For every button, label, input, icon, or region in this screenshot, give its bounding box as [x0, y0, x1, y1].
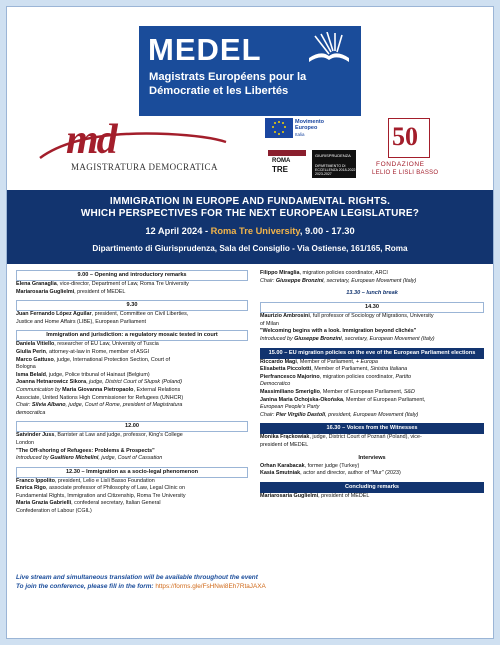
program-line: Satvinder Juss, Barrister at Law and judge, professor, King's College	[16, 432, 183, 439]
banner-title-line1: IMMIGRATION IN EUROPE AND FUNDAMENTAL RIGHTS.	[109, 196, 391, 207]
section-header: 9.00 – Opening and introductory remarks	[16, 270, 248, 281]
roma-tre-line1: ROMA	[272, 158, 291, 164]
program-section	[260, 289, 484, 298]
program-line: Associate, United Nations High Commissioner for Refugees (UNHCR)	[16, 394, 184, 401]
dept-logo	[312, 150, 356, 178]
program-line: Riccardo Magi, Member of Parliament, + Europa	[260, 358, 378, 365]
program	[16, 270, 484, 572]
dept-line2: DIPARTIMENTO DI ECCELLENZA 2018-2022 2023-2027	[315, 164, 356, 176]
medel-logo	[139, 26, 361, 116]
program-line: Introduced by Giuseppe Bronzini, secretary, European Movement (Italy)	[260, 335, 435, 342]
section-header: 12.30 – Immigration as a socio-legal phenomenon	[16, 467, 248, 478]
program-line: Joanna Hetnarowicz Sikora, judge, District Court of Słupsk (Poland)	[16, 379, 182, 386]
program-line: Pierfrancesco Majorino, migration policies coordinator, Partito	[260, 373, 412, 380]
banner-title-line2: WHICH PERSPECTIVES FOR THE NEXT EUROPEAN LEGISLATURE?	[80, 208, 420, 219]
program-line: Maria Grazia Gabrielli, confederal secretary, Italian General	[16, 500, 161, 507]
basso-number: 50	[392, 122, 418, 151]
program-line: Fundamental Rights, Immigration and Citizenship, Roma Tre University	[16, 492, 186, 499]
program-line: Chair: Giuseppe Bronzini, secretary, European Movement (Italy)	[260, 277, 417, 284]
title-banner	[7, 190, 493, 264]
program-line: Confederation of Labour (CGIL)	[16, 508, 92, 515]
md-logo-text: md	[66, 117, 116, 163]
basso-number-box	[388, 118, 430, 158]
program-line: Giulia Perin, attorney-at-law in Rome, member of ASGI	[16, 348, 150, 355]
section-header: 14.30	[260, 302, 484, 313]
program-line: Filippo Miraglia, migration policies coordinator, ARCI	[260, 270, 388, 276]
section-header: 15.00 – EU migration policies on the eve of the European Parliament elections	[260, 348, 484, 359]
program-line: Mariarosaria Guglielmi, president of MEDEL	[16, 288, 126, 295]
program-line: "The Off-shoring of Refugees: Problems & Prospects"	[16, 447, 155, 454]
registration-link[interactable]: https://forms.gle/FsHNwi8Eh7RtaJAXA	[155, 583, 266, 590]
banner-venue: Dipartimento di Giurisprudenza, Sala del Consiglio - Via Ostiense, 161/165, Roma	[92, 244, 408, 253]
program-line: Chair: Pier Virgilio Dastoli, president, European Movement (Italy)	[260, 411, 419, 418]
program-line: democratica	[16, 409, 46, 416]
book-icon	[305, 32, 353, 66]
section-header: Interviews	[260, 454, 484, 463]
program-section	[260, 454, 484, 478]
section-header: Concluding remarks	[260, 482, 484, 493]
program-line: Justice and Home Affairs (LIBE), European Parliament	[16, 318, 146, 325]
medel-tagline: Magistrats Européens pour la Démocratie et les Libertés	[149, 71, 307, 97]
section-header: 9.30	[16, 300, 248, 311]
program-line: Orhan Karabacak, former judge (Turkey)	[260, 462, 360, 469]
section-header: 12.00	[16, 421, 248, 432]
program-line: European People's Party	[260, 404, 320, 411]
footer-livestream: Live stream and simultaneous translation will be available throughout the event	[16, 574, 258, 581]
basso-logo	[370, 118, 456, 180]
program-line: Franco Ippolito, president, Lelio e Lisli Basso Foundation	[16, 477, 155, 484]
program-section	[16, 421, 248, 462]
program-line: of Milan	[260, 320, 279, 327]
program-line: Juan Fernando López Aguilar, president, Committee on Civil Liberties,	[16, 311, 189, 318]
program-line: Kasia Smutniak, actor and director, author of "Mur" (2023)	[260, 470, 401, 477]
banner-date-time: , 9.00 - 17.30	[299, 226, 355, 236]
section-header: Immigration and jurisdiction: a regulatory mosaic tested in court	[16, 330, 248, 341]
program-line: Monika Frąckowiak, judge, District Court of Poznań (Poland), vice-	[260, 434, 422, 441]
program-line: Enrica Rigo, associate professor of Philosophy of Law, Legal Clinic on	[16, 485, 186, 492]
program-line: Maurizio Ambrosini, full professor of Sociology of Migrations, University	[260, 313, 434, 320]
program-line: Isma Belaïd, judge, Police tribunal of Hainaut (Belgium)	[16, 371, 150, 378]
md-logo	[38, 117, 228, 174]
roma-tre-stripe	[268, 150, 306, 156]
banner-date-venue: Roma Tre University	[210, 226, 300, 236]
eu-stars-icon	[265, 118, 293, 138]
movimento-europeo-logo	[265, 118, 345, 140]
banner-date	[7, 226, 493, 236]
program-section	[260, 482, 484, 501]
program-right-column	[260, 270, 484, 504]
program-section	[16, 467, 248, 516]
program-section	[260, 423, 484, 449]
program-line: president of MEDEL	[260, 441, 309, 448]
eu-logo-line1: Movimento Europeo	[295, 119, 325, 131]
program-line: Elisabetta Piccolotti, Member of Parliament, Sinistra Italiana	[260, 366, 408, 373]
program-section	[260, 302, 484, 343]
footer-registration-text: To join the conference, please fill in the form:	[16, 583, 154, 590]
medel-name: MEDEL	[148, 32, 262, 67]
eu-flag-icon	[265, 118, 293, 138]
footer-registration	[16, 583, 486, 590]
program-section	[260, 348, 484, 420]
program-line: Massimiliano Smeriglio, Member of European Parliament, S&D	[260, 388, 415, 395]
program-section	[16, 300, 248, 326]
basso-line1: FONDAZIONE	[376, 161, 425, 168]
program-line: "Welcoming begins with a look. Immigration beyond clichés"	[260, 328, 417, 335]
md-name: MAGISTRATURA DEMOCRATICA	[71, 162, 218, 172]
program-section	[260, 270, 484, 285]
program-line: Janina Maria Ochojska-Okońska, Member of European Parliament,	[260, 396, 426, 403]
program-line: Communication by Maria Giovanna Pietropaolo, External Relations	[16, 386, 181, 393]
program-line: Daniela Vitiello, researcher of EU Law, University of Tuscia	[16, 341, 159, 348]
program-section	[16, 330, 248, 417]
program-section	[16, 270, 248, 296]
program-line: London	[16, 439, 34, 446]
roma-tre-line2: TRE	[272, 165, 288, 174]
program-line: Chair: Silvia Albano, judge, Court of Rome, president of Magistratura	[16, 402, 183, 409]
program-line: Elena Granaglia, vice-director, Department of Law, Roma Tre University	[16, 281, 189, 287]
basso-line2: LELIO E LISLI BASSO	[372, 170, 439, 176]
eu-logo-line2: Italia	[295, 132, 305, 137]
program-line: Marco Gattuso, judge, International Protection Section, Court of	[16, 356, 171, 363]
roma-tre-logo	[268, 150, 306, 178]
program-line: Introduced by Gualtiero Michelini, judge, Court of Cassation	[16, 455, 163, 462]
program-line: Democratico	[260, 381, 291, 388]
banner-date-prefix: 12 April 2024 -	[145, 226, 209, 236]
section-header: 16.30 – Voices from the Witnesses	[260, 423, 484, 434]
program-line: Bologna	[16, 364, 36, 371]
section-header: 13.30 – lunch break	[260, 289, 484, 298]
program-left-column	[16, 270, 248, 520]
dept-line1: GIURISPRUDENZA	[315, 153, 351, 158]
program-line: Mariarosaria Guglielmi, president of MEDEL	[260, 492, 370, 499]
